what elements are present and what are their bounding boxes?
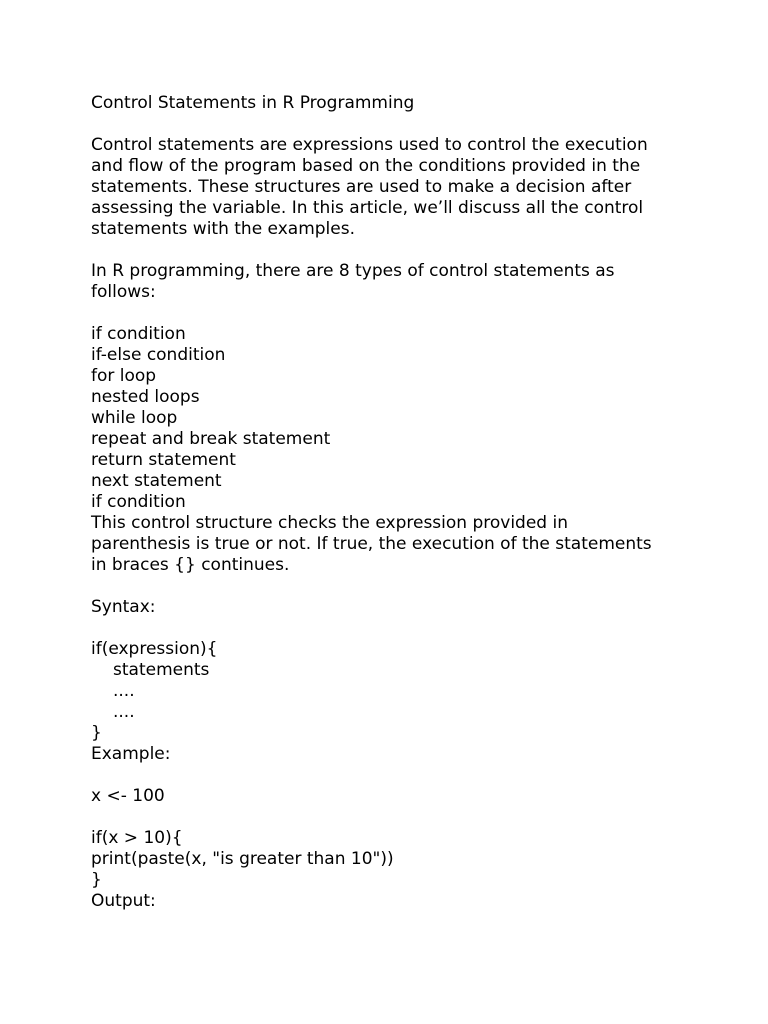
code-line: print(paste(x, "is greater than 10")): [91, 849, 394, 869]
code-line: ....: [113, 681, 135, 701]
example-label: Example:: [91, 744, 171, 764]
spacer: [91, 303, 711, 324]
list-item: next statement: [91, 471, 222, 491]
if-condition-section: [91, 492, 711, 912]
list-item: nested loops: [91, 387, 200, 407]
code-line: }: [91, 870, 102, 890]
intro-line: statements with the examples.: [91, 219, 355, 239]
description-line: This control structure checks the expression provided in: [91, 513, 568, 533]
types-list: [91, 324, 711, 492]
types-intro-paragraph: [91, 261, 711, 303]
code-line: }: [91, 723, 102, 743]
spacer: [91, 618, 711, 639]
intro-paragraph: [91, 135, 711, 240]
spacer: [91, 576, 711, 597]
types-intro-line: follows:: [91, 282, 156, 302]
list-item: while loop: [91, 408, 178, 428]
intro-line: Control statements are expressions used to control the execution: [91, 135, 648, 155]
output-label: Output:: [91, 891, 156, 911]
code-line: x <- 100: [91, 786, 165, 806]
list-item: repeat and break statement: [91, 429, 331, 449]
code-line: if(expression){: [91, 639, 218, 659]
description-line: parenthesis is true or not. If true, the execution of the statements: [91, 534, 652, 554]
code-line: ....: [113, 702, 135, 722]
list-item: return statement: [91, 450, 236, 470]
intro-line: statements. These structures are used to make a decision after: [91, 177, 632, 197]
list-item: if-else condition: [91, 345, 226, 365]
description-line: in braces {} continues.: [91, 555, 290, 575]
intro-line: and flow of the program based on the conditions provided in the: [91, 156, 641, 176]
syntax-code-block: [91, 639, 711, 744]
intro-line: assessing the variable. In this article, we’ll discuss all the control: [91, 198, 644, 218]
section-heading: if condition: [91, 492, 186, 512]
list-item: if condition: [91, 324, 186, 344]
code-line: statements: [113, 660, 210, 680]
document-page: [91, 93, 711, 912]
list-item: for loop: [91, 366, 157, 386]
types-intro-line: In R programming, there are 8 types of control statements as: [91, 261, 615, 281]
spacer: [91, 807, 711, 828]
syntax-label: Syntax:: [91, 597, 156, 617]
spacer: [91, 240, 711, 261]
code-line: if(x > 10){: [91, 828, 183, 848]
spacer: [91, 765, 711, 786]
spacer: [91, 114, 711, 135]
document-title: Control Statements in R Programming: [91, 93, 415, 113]
example-code-block: [91, 828, 711, 891]
